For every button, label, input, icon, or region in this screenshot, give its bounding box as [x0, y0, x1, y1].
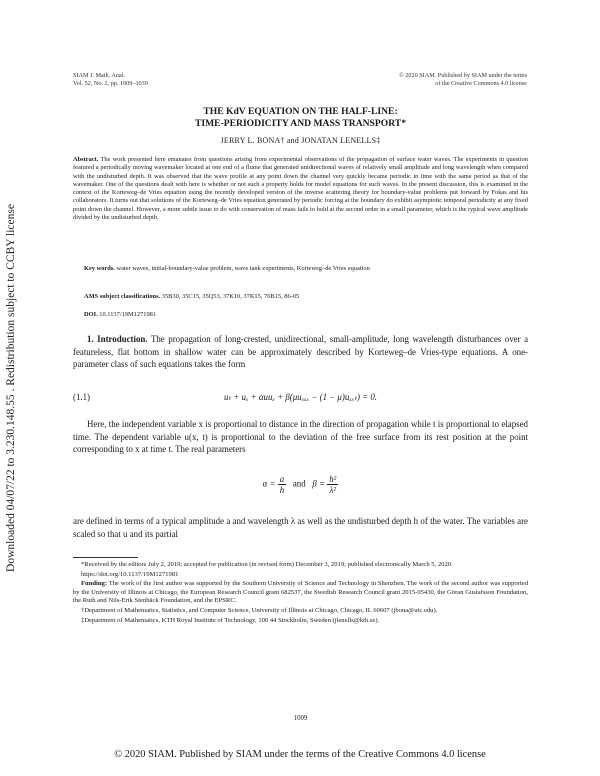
- paper-title: [73, 106, 528, 130]
- copyright-line-2: of the Creative Commons 4.0 license: [435, 80, 527, 87]
- journal-volume: Vol. 52, No. 2, pp. 1009–1039: [73, 80, 148, 87]
- doi-label: DOI.: [84, 311, 98, 318]
- introduction-text: The propagation of long-crested, unidirectional, small-amplitude, long wavelength disturbances over a featureless, flat bottom in shallow water can be approximately described by Korteweg–de Vries-type equations. A one-parameter class of such equations takes the form: [73, 334, 529, 370]
- definitions-paragraph: are defined in terms of a typical amplitude a and wavelength λ as well as the undisturbed depth h of the water. The variables are scaled so that u and its partial: [73, 516, 528, 539]
- download-notice: Downloaded 04/07/22 to 3.230.148.55 . Redistribution subject to CCBY license: [5, 204, 17, 572]
- beta-numerator: h²: [329, 474, 337, 484]
- journal-name: SIAM J. Math. Anal.: [73, 72, 125, 79]
- footnotes: [73, 561, 528, 626]
- section-heading: 1. Introduction.: [87, 334, 148, 344]
- parameter-definitions: [73, 474, 528, 498]
- footnote-rule: [73, 557, 138, 558]
- and-word: and: [292, 478, 306, 489]
- keywords: [84, 265, 528, 273]
- alpha-numerator: a: [279, 474, 285, 484]
- keywords-text: water waves, initial-boundary-value problem, wave tank experiments, Korteweg–de Vries equation: [116, 265, 370, 272]
- ams-label: AMS subject classifications.: [84, 293, 161, 300]
- journal-header: [73, 72, 148, 88]
- alpha-denominator: h: [279, 485, 285, 495]
- funding-label: Funding:: [81, 580, 108, 588]
- beta-lhs: β =: [312, 478, 325, 489]
- abstract: [73, 156, 528, 222]
- variables-paragraph: Here, the independent variable x is proportional to distance in the direction of propagation while t is proportional to elapsed time. The dependent variable u(x, t) is proportional to the deviation of the free surface from its rest position at the point corresponding to x at time t. The real parameters: [73, 419, 528, 455]
- alpha-fraction: [278, 474, 286, 495]
- beta-fraction: [327, 474, 338, 495]
- doi: [84, 311, 528, 319]
- footnote-author-1: †Department of Mathematics, Statistics, and Computer Science, University of Illinois at Chicago, Chicago, IL 60607 (jbona@uic.edu).: [81, 606, 438, 614]
- doi-text: 10.1137/19M1271981: [99, 311, 157, 318]
- equation-body: uₜ + uₓ + αuuₓ + β(μuₓₓₓ − (1 − μ)uₓₓₜ) = 0.: [224, 392, 377, 402]
- title-line-2: TIME-PERIODICITY AND MASS TRANSPORT*: [194, 118, 407, 129]
- footnote-funding: [73, 580, 528, 606]
- equation-number: (1.1): [73, 392, 91, 402]
- license-footer: © 2020 SIAM. Published by SIAM under the terms of the Creative Commons 4.0 license: [114, 749, 486, 760]
- funding-text: The work of the first author was supported by the Southern University of Science and Technology in Shenzhen. The work of the second author was supported by the University of Illinois at Chicago, the European Research Council grant 682537, the Swedish Research Council grant 2015-05430, the Göran Gustafsson Foundation, the Ruth and Nils-Erik Stenbäck Foundation, and the EPSRC.: [73, 580, 529, 605]
- ams-text: 35B30, 35C15, 35Q53, 37K10, 37K15, 76B15, 86-05: [161, 293, 300, 300]
- authors: JERRY L. BONA† and JONATAN LENELLS‡: [220, 136, 381, 145]
- page-number: 1009: [293, 715, 308, 722]
- download-sidebar: [0, 0, 22, 776]
- footnote-received: *Received by the editors July 2, 2019; accepted for publication (in revised form) December 3, 2019; published electronically March 5, 2020.: [81, 561, 453, 568]
- abstract-text: The work presented here emanates from questions arising from experimental observations of the propagation of surface water waves. The experiments in question featured a periodically moving wavemaker located at one end of a flume that generated unidirectional waves of relatively small amplitude and long wavelength when compared with the undisturbed depth. It was observed that the wave profile at any point down the channel very quickly became periodic in time with the same period as that of the wavemaker. One of the questions dealt with here is whether or not such a property holds for model equations for such waves. In the present discussion, this is examined in the context of the Korteweg–de Vries equation using the recently developed version of the inverse scattering theory for boundary-value problems put forward by Fokas and his collaborators. It turns out that solutions of the Korteweg–de Vries equation generated by periodic forcing at the boundary do exhibit asymptotic temporal periodicity at any fixed point down the channel. However, a more subtle issue to do with conservation of mass fails to hold at the second order in a small parameter, which is the typical wave amplitude divided by the undisturbed depth.: [73, 156, 528, 222]
- copyright-header: [399, 72, 527, 88]
- keywords-label: Key words.: [84, 265, 115, 272]
- copyright-line-1: © 2020 SIAM. Published by SIAM under the terms: [399, 72, 527, 79]
- footnote-url: https://doi.org/10.1137/19M1271981: [81, 570, 179, 578]
- abstract-label: Abstract.: [73, 156, 99, 163]
- beta-denominator: λ²: [329, 485, 337, 495]
- introduction-paragraph: [73, 333, 528, 371]
- footnote-author-2: ‡Department of Mathematics, KTH Royal Institute of Technology, 100 44 Stockholm, Sweden (jlenells@kth.se).: [81, 616, 380, 624]
- title-line-1: THE KdV EQUATION ON THE HALF-LINE:: [203, 106, 398, 117]
- ams-classifications: [84, 293, 528, 301]
- alpha-lhs: α =: [262, 478, 276, 489]
- equation-1-1: [73, 392, 528, 406]
